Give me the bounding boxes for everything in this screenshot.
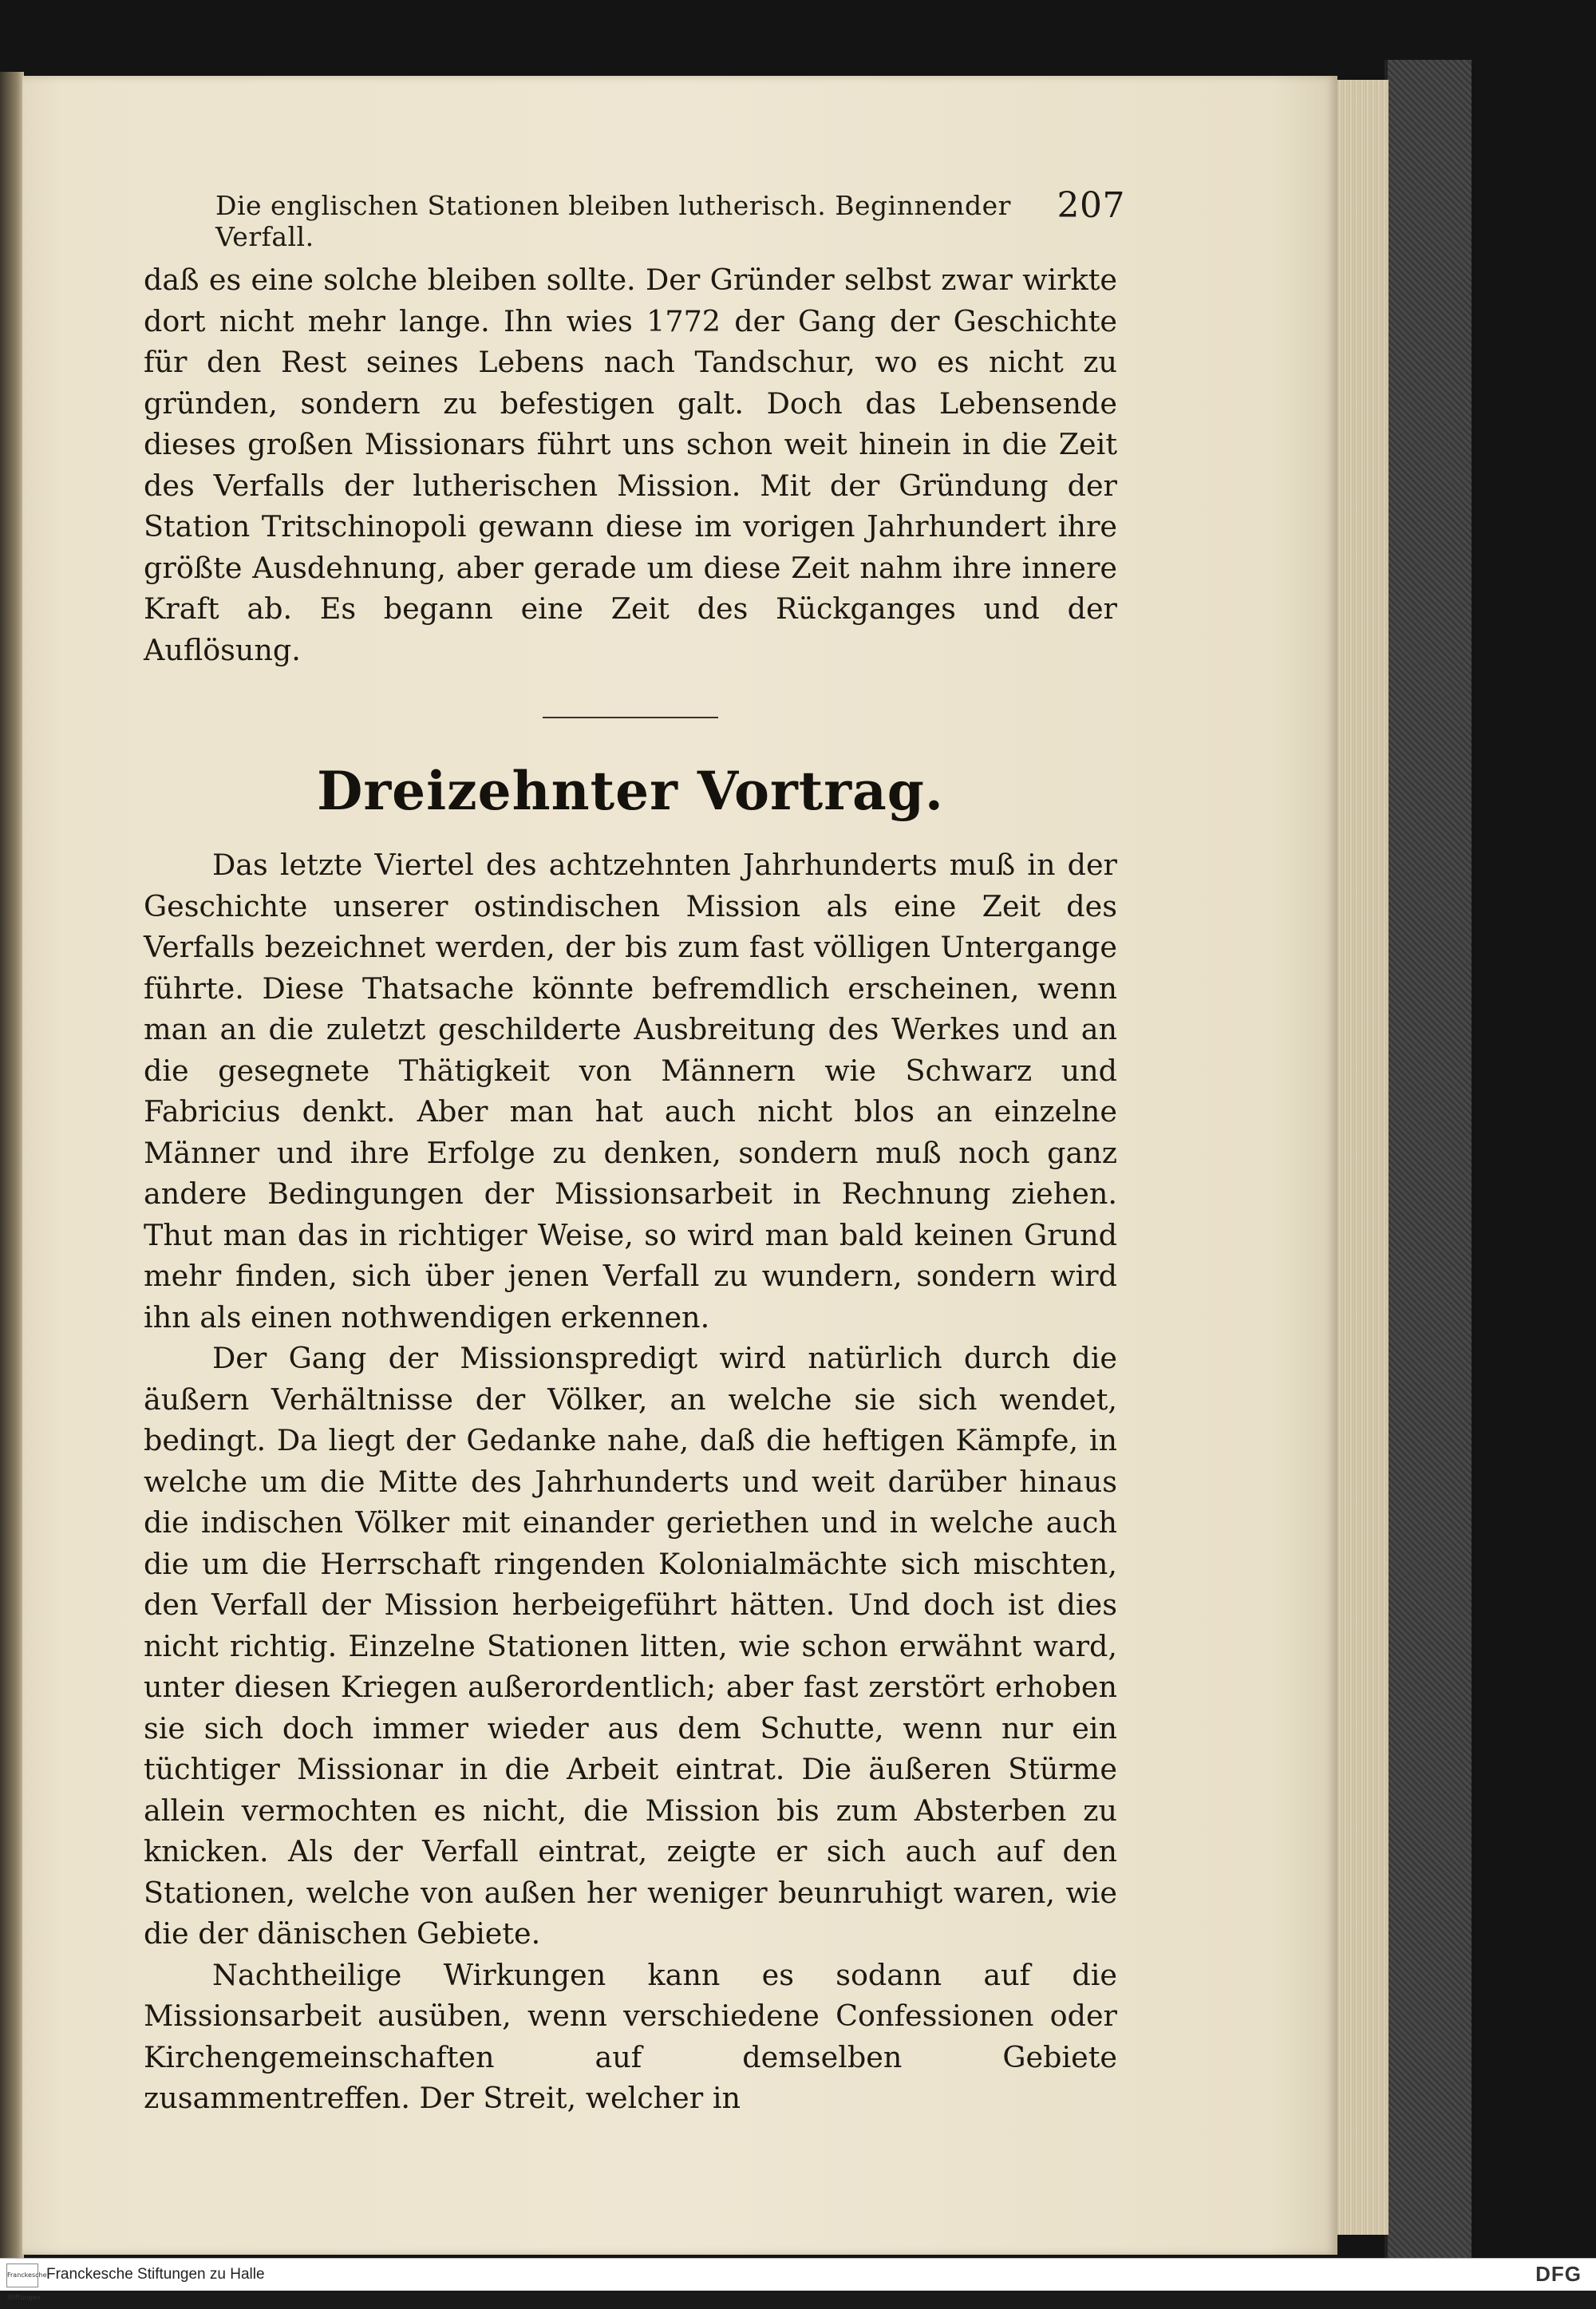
book-spine-edge [0,72,24,2259]
running-header [215,185,1125,252]
chapter-heading: Dreizehnter Vortrag. [317,760,944,822]
page-number: 207 [1057,185,1125,226]
paragraph: Der Gang der Missionspredigt wird natürlich durch die äußern Verhältnisse der Völker, an welche sie sich wendet, bedingt. Da liegt der Gedanke nahe, daß die heftigen Kämpfe, in welche um die Mitte des Jahrhunderts und weit darüber hinaus die indischen Völker mit einander geriethen und in welche auch die um die Herrschaft ringenden Kolonialmächte sich mischten, den Verfall der Mission herbeigeführt hätten. Und doch ist dies nicht richtig. Einzelne Stationen litten, wie schon erwähnt ward, unter diesen Kriegen außerordentlich; aber fast zerstört erhoben sie sich doch immer wieder aus dem Schutte, wenn nur ein tüchtiger Missionar in die Arbeit eintrat. Die äußeren Stürme allein vermochten es nicht, die Mission bis zum Absterben zu knicken. Als der Verfall eintrat, zeigte er sich auch auf den Stationen, welche von außen her weniger beunruhigt waren, wie die der dänischen Gebiete. [144,1341,1117,1951]
book-cover-board [1385,60,1472,2263]
running-title: Die englischen Stationen bleiben lutherisch. Beginnender Verfall. [215,190,1011,252]
institution-name: Franckesche Stiftungen zu Halle [46,2266,265,2283]
paragraph: Nachtheilige Wirkungen kann es sodann auf die Missionsarbeit ausüben, wenn verschiedene Confessionen oder Kirchengemeinschaften auf demselben Gebiete zusammentreffen. Der Streit, welcher in [144,1957,1117,2115]
section-divider [543,717,718,718]
paragraph-continued: daß es eine solche bleiben sollte. Der Gründer selbst zwar wirkte dort nicht mehr lange. Ihn wies 1772 der Gang der Geschichte für den Rest seines Lebens nach Tandschur, wo es nicht zu gründen, sondern zu befestigen galt. Doch das Lebensende dieses großen Missionars führt uns schon weit hinein in die Zeit des Verfalls der lutherischen Mission. Mit der Gründung der Station Tritschinopoli gewann diese im vorigen Jahrhundert ihre größte Ausdehnung, aber gerade um diese Zeit nahm ihre innere Kraft ab. Es begann eine Zeit des Rückganges und der Auflösung. [144,263,1117,667]
page-body [144,259,1117,2119]
institution-logo: Franckesche Stiftungen [6,2264,38,2287]
dfg-logo: DFG [1535,2262,1582,2286]
viewer-footer [0,2258,1596,2301]
paragraph: Das letzte Viertel des achtzehnten Jahrhunderts muß in der Geschichte unserer ostindischen Mission als eine Zeit des Verfalls bezeichnet werden, der bis zum fast völligen Untergange führte. Diese Thatsache könnte befremdlich erscheinen, wenn man an die zuletzt geschilderte Ausbreitung des Werkes und an die gesegnete Thätigkeit von Männern wie Schwarz und Fabricius denkt. Aber man hat auch nicht blos an einzelne Männer und ihre Erfolge zu denken, sondern muß noch ganz andere Bedingungen der Missionsarbeit in Rechnung ziehen. Thut man das in richtiger Weise, so wird man bald keinen Grund mehr finden, sich über jenen Verfall zu wundern, sondern wird ihn als einen nothwendigen erkennen. [144,848,1117,1334]
